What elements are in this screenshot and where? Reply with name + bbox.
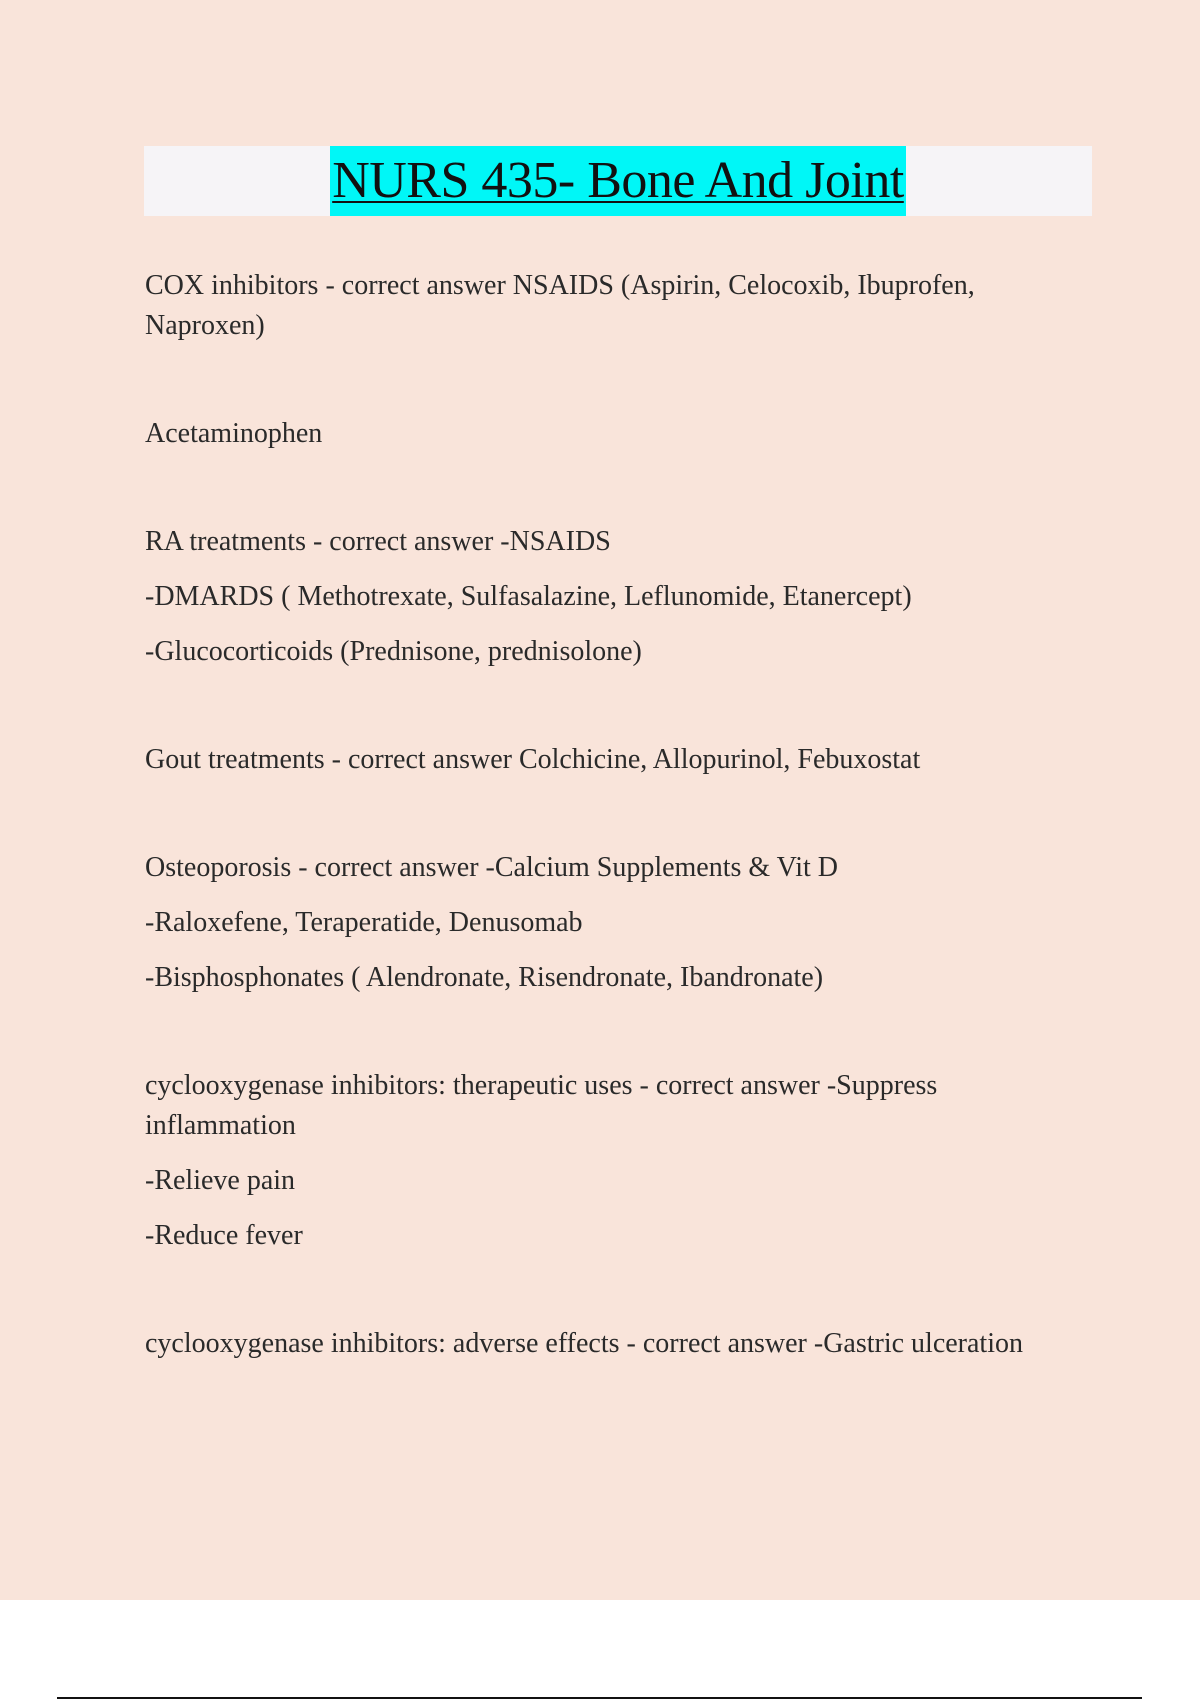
- entry-line: Osteoporosis - correct answer -Calcium Supplements & Vit D: [145, 852, 838, 883]
- entry-line: -Glucocorticoids (Prednisone, prednisolone): [145, 636, 642, 667]
- entry-line: RA treatments - correct answer -NSAIDS: [145, 526, 611, 557]
- entry-cox-therapeutic-uses: [145, 1066, 1095, 1256]
- entry-acetaminophen: [145, 414, 1095, 454]
- entry-ra-treatments: [145, 522, 1095, 672]
- entry-line: cyclooxygenase inhibitors: adverse effects - correct answer -Gastric ulceration: [145, 1328, 1023, 1359]
- entry-line: Acetaminophen: [145, 418, 323, 449]
- footer-divider: [57, 1697, 1142, 1699]
- entry-line: -Reduce fever: [145, 1220, 303, 1251]
- entry-osteoporosis: [145, 848, 1095, 998]
- title-band: [144, 146, 1092, 216]
- entry-cox-adverse-effects: [145, 1324, 1095, 1364]
- entry-line: -Raloxefene, Teraperatide, Denusomab: [145, 907, 583, 938]
- entry-line: -DMARDS ( Methotrexate, Sulfasalazine, Leflunomide, Etanercept): [145, 581, 912, 612]
- entry-line: COX inhibitors - correct answer NSAIDS (Aspirin, Celocoxib, Ibuprofen, Naproxen): [145, 270, 975, 341]
- page-title: NURS 435- Bone And Joint: [330, 146, 906, 216]
- document-content: [145, 266, 1095, 1432]
- entry-line: -Bisphosphonates ( Alendronate, Risendronate, Ibandronate): [145, 962, 824, 993]
- entry-line: -Relieve pain: [145, 1165, 296, 1196]
- entry-gout-treatments: [145, 740, 1095, 780]
- entry-cox-inhibitors: [145, 266, 1095, 346]
- entry-line: cyclooxygenase inhibitors: therapeutic uses - correct answer -Suppress inflammation: [145, 1070, 938, 1141]
- entry-line: Gout treatments - correct answer Colchicine, Allopurinol, Febuxostat: [145, 744, 921, 775]
